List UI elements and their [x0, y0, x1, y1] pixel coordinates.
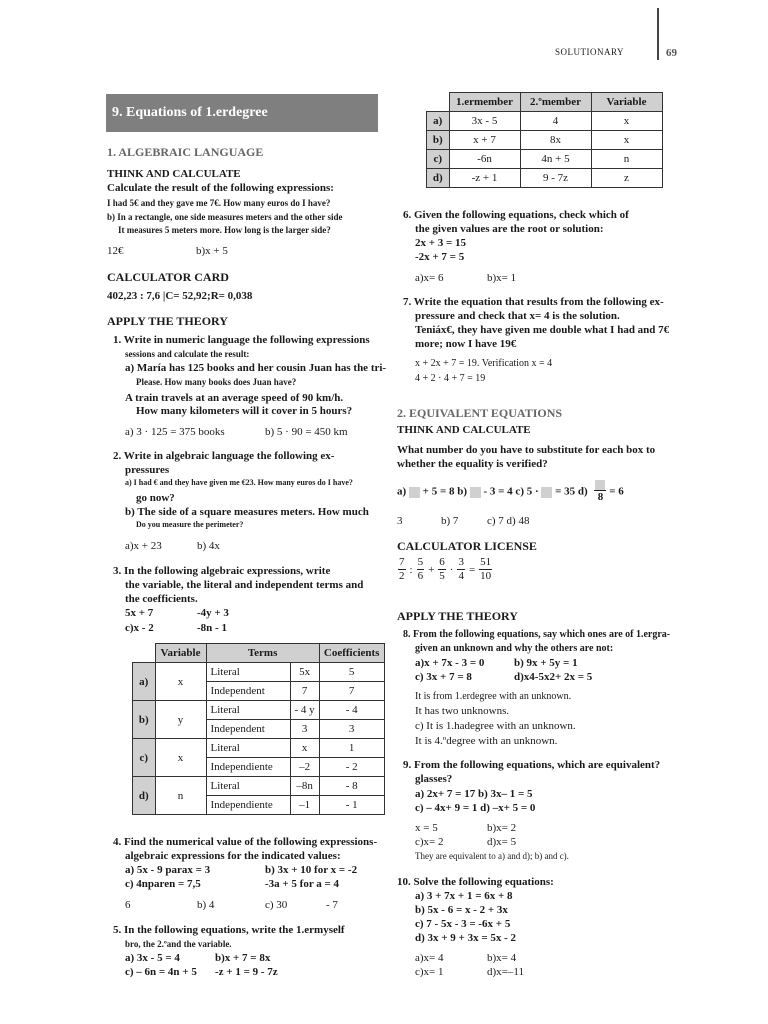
text: pressures [125, 464, 170, 476]
answer: b)x= 4 [487, 952, 517, 964]
members-table [426, 92, 663, 188]
expression: -2x + 7 = 5 [415, 251, 465, 263]
answer: b)x= 2 [487, 822, 517, 834]
blank-box [541, 487, 552, 498]
answer: It is from 1.erdegree with an unknown. [415, 691, 572, 702]
answer: c)x= 2 [415, 836, 444, 848]
table-row: Independent 3 3 [133, 720, 385, 739]
question-2: 2. Write in algebraic language the following ex- [113, 450, 335, 462]
answer: b)x= 1 [487, 272, 517, 284]
table-row: Independiente –1 - 1 [133, 796, 385, 815]
text: the given values are the root or solution: [415, 223, 604, 235]
subheading-apply-theory: APPLY THE THEORY [397, 609, 518, 623]
answer: c) 7 d) 48 [487, 515, 530, 527]
expression: 5x + 7 [125, 607, 154, 619]
text: Calculate the result of the following expressions: [107, 182, 334, 194]
answer: 12€ [107, 245, 124, 257]
text: 402,23 : 7,6 |C= 52,92;R= 0,038 [107, 290, 253, 302]
table-row: c) -6n 4n + 5 n [427, 150, 663, 169]
table-row: Independent 7 7 [133, 682, 385, 701]
text: glasses? [415, 773, 453, 785]
expression: a) 5x - 9 parax = 3 [125, 864, 211, 876]
subheading-calculator-card: CALCULATOR CARD [107, 270, 229, 284]
blank-box [470, 487, 481, 498]
expression: -4y + 3 [197, 607, 229, 619]
answer: c) It is 1.hadegree with an unknown. [415, 720, 576, 732]
header-divider [657, 8, 659, 60]
expression: b) 5x - 6 = x - 2 + 3x [415, 904, 508, 916]
terms-table [132, 643, 385, 815]
text: Teniáx€, they have given me double what I had and 7€ [415, 324, 670, 336]
table-header: 1.ermember [449, 93, 520, 112]
answer: a)x= 6 [415, 272, 444, 284]
subheading-think-calculate: THINK AND CALCULATE [107, 168, 241, 180]
text: go now? [136, 492, 175, 504]
table-header: Terms [206, 644, 319, 663]
expression: a)x + 7x - 3 = 0 [415, 657, 485, 669]
answer: 3 [397, 515, 403, 527]
table-header: Coefficients [319, 644, 384, 663]
text: What number do you have to substitute for each box to [397, 444, 656, 456]
question-8: 8. From the following equations, say which ones are of 1.ergra- [403, 629, 671, 640]
answer-note: They are equivalent to a) and d); b) and c). [415, 851, 569, 861]
expression: 2x + 3 = 15 [415, 237, 467, 249]
expression: c) 4nparen = 7,5 [125, 878, 201, 890]
question-5: 5. In the following equations, write the 1.ermyself [113, 924, 345, 936]
text: the coefficients. [125, 593, 198, 605]
text: more; now I have 19€ [415, 338, 517, 350]
expression: -z + 1 = 9 - 7z [215, 966, 278, 978]
text: How many kilometers will it cover in 5 hours? [136, 405, 353, 417]
text: Do you measure the perimeter? [136, 520, 244, 529]
text: I had 5€ and they gave me 7€. How many euros do I have? [107, 198, 331, 208]
box-fraction: 8 [594, 480, 606, 504]
answer: d)x=–11 [487, 966, 524, 978]
text: b) In a rectangle, one side measures meters and the other side [107, 212, 343, 222]
expression: b)x + 7 = 8x [215, 952, 271, 964]
section-title-box [106, 94, 378, 132]
text: It measures 5 meters more. How long is the larger side? [118, 225, 331, 235]
answer: x + 2x + 7 = 19. Verification x = 4 [415, 358, 553, 369]
table-header: 2.ºmember [520, 93, 591, 112]
subheading-apply-theory: APPLY THE THEORY [107, 314, 228, 328]
expression: b) 3x + 10 for x = -2 [265, 864, 358, 876]
page-number: 69 [666, 47, 677, 59]
answer: b) 4 [197, 899, 215, 911]
question-4: 4. Find the numerical value of the following expressions- [113, 836, 378, 848]
expression: c) – 6n = 4n + 5 [125, 966, 197, 978]
table-row: Independiente –2 - 2 [133, 758, 385, 777]
answer: b)x + 5 [196, 245, 228, 257]
text: a) I had € and they have given me €23. How many euros do I have? [125, 478, 353, 487]
answer: a) 3 · 125 = 375 books [125, 426, 225, 438]
expression: c)x - 2 [125, 622, 154, 634]
text: given an unknown and why the others are not: [415, 643, 614, 654]
expression: -3a + 5 for a = 4 [265, 878, 340, 890]
question-7: 7. Write the equation that results from the following ex- [403, 296, 664, 308]
blank-box [595, 480, 605, 490]
text: A train travels at an average speed of 90 km/h. [125, 392, 344, 404]
answer: b) 5 · 90 = 450 km [265, 426, 348, 438]
box-equations: a) + 5 = 8 b) - 3 = 4 c) 5 · = 35 d) 8 = 6 [397, 480, 624, 504]
answer: - 7 [326, 899, 338, 911]
table-row: d) -z + 1 9 - 7z z [427, 169, 663, 188]
table-header: Variable [591, 93, 662, 112]
expression: -8n - 1 [197, 622, 227, 634]
expression: a) 3x - 5 = 4 [125, 952, 180, 964]
answer: c) 30 [265, 899, 288, 911]
answer: 6 [125, 899, 131, 911]
text: bro, the 2.ºand the variable. [125, 939, 232, 949]
table-row: a) x Literal 5x 5 [133, 663, 385, 682]
fraction-expression: $\frac{7}{2}$ : $\frac{5}{6}$ + $\frac{6}{5}$ · $\frac{3}{4}$ = $\frac{51}{10}$ [399, 556, 492, 582]
text: b) The side of a square measures meters. How much [125, 506, 369, 518]
subheading-calculator-license: CALCULATOR LICENSE [397, 539, 537, 553]
text: algebraic expressions for the indicated values: [125, 850, 341, 862]
text: the variable, the literal and independent terms and [125, 579, 364, 591]
table-header: Variable [155, 644, 206, 663]
answer: a)x= 4 [415, 952, 444, 964]
heading-equivalent-equations: 2. EQUIVALENT EQUATIONS [397, 406, 563, 420]
question-3: 3. In the following algebraic expressions, write [113, 565, 331, 577]
answer: b) 4x [197, 540, 220, 552]
question-9: 9. From the following equations, which are equivalent? [403, 759, 661, 771]
expression: c) 3x + 7 = 8 [415, 671, 472, 683]
expression: a) 2x+ 7 = 17 b) 3x– 1 = 5 [415, 788, 533, 800]
table-row: d) n Literal –8n - 8 [133, 777, 385, 796]
section-title: 9. Equations of 1.erdegree [112, 105, 268, 120]
answer: d)x= 5 [487, 836, 517, 848]
text: a) María has 125 books and her cousin Juan has the tri- [125, 362, 387, 374]
question-6: 6. Given the following equations, check which of [403, 209, 629, 221]
table-row: a) 3x - 5 4 x [427, 112, 663, 131]
expression: a) 3 + 7x + 1 = 6x + 8 [415, 890, 513, 902]
blank-box [409, 487, 420, 498]
table-row: b) y Literal - 4 y - 4 [133, 701, 385, 720]
answer: It is 4.ºdegree with an unknown. [415, 735, 558, 747]
answer: x = 5 [415, 822, 438, 834]
question-1: 1. Write in numeric language the following expressions [113, 334, 370, 346]
expression: c) – 4x+ 9 = 1 d) –x+ 5 = 0 [415, 802, 536, 814]
text: whether the equality is verified? [397, 458, 548, 470]
answer: It has two unknowns. [415, 705, 510, 717]
text: pressure and check that x= 4 is the solution. [415, 310, 620, 322]
subheading-think-calculate: THINK AND CALCULATE [397, 424, 531, 436]
answer: 4 + 2 · 4 + 7 = 19 [415, 373, 486, 384]
question-10: 10. Solve the following equations: [397, 876, 554, 888]
answer: a)x + 23 [125, 540, 162, 552]
heading-algebraic-language: 1. ALGEBRAIC LANGUAGE [107, 145, 264, 159]
answer: b) 7 [441, 515, 459, 527]
table-row: b) x + 7 8x x [427, 131, 663, 150]
text: Please. How many books does Juan have? [136, 377, 297, 387]
text: sessions and calculate the result: [125, 349, 250, 359]
expression: b) 9x + 5y = 1 [514, 657, 578, 669]
table-row: c) x Literal x 1 [133, 739, 385, 758]
expression: c) 7 - 5x - 3 = -6x + 5 [415, 918, 511, 930]
answer: c)x= 1 [415, 966, 444, 978]
running-header: SOLUTIONARY [555, 47, 625, 57]
expression: d)x4-5x2+ 2x = 5 [514, 671, 593, 683]
expression: d) 3x + 9 + 3x = 5x - 2 [415, 932, 516, 944]
